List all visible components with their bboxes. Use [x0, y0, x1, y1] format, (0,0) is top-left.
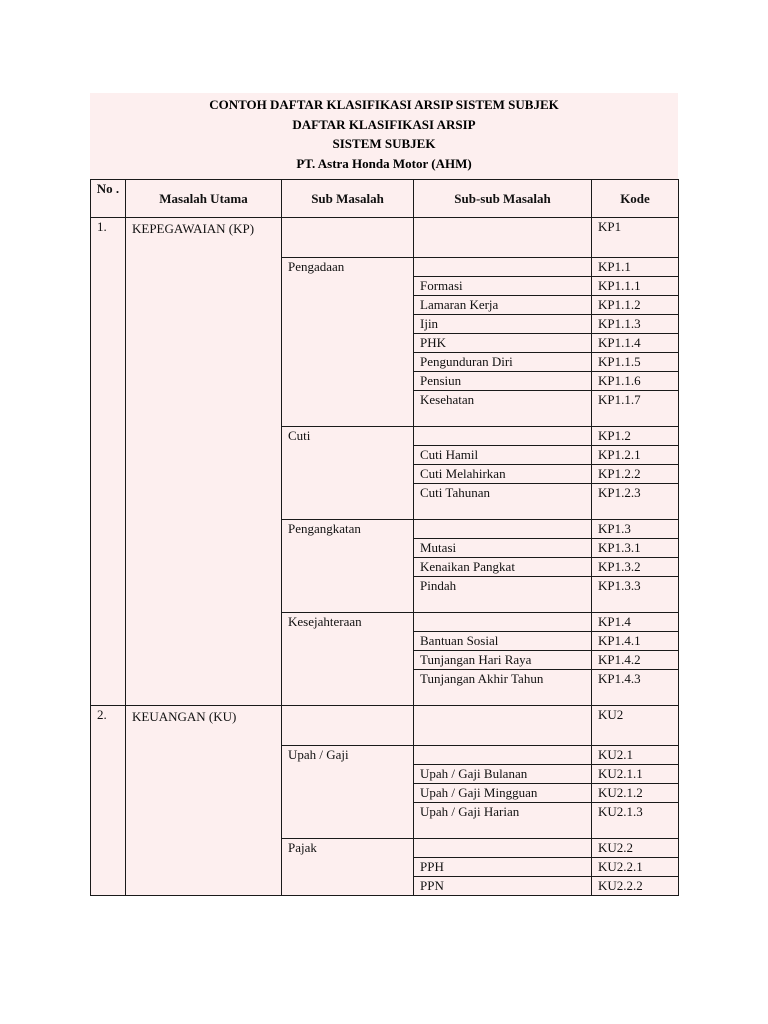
sub-sub-masalah-cell: Pindah: [414, 577, 592, 613]
sub-sub-masalah-cell: Pengunduran Diri: [414, 353, 592, 372]
sub-masalah-cell: Upah / Gaji: [282, 746, 414, 839]
masalah-utama-cell: KEPEGAWAIAN (KP): [126, 218, 282, 706]
kode-cell: KU2: [592, 706, 679, 746]
kode-cell: KP1.1.2: [592, 296, 679, 315]
sub-sub-masalah-cell: [414, 746, 592, 765]
table-row: [91, 706, 679, 746]
sub-masalah-cell: Cuti: [282, 427, 414, 520]
sub-sub-masalah-cell: Cuti Hamil: [414, 446, 592, 465]
kode-cell: KU2.2.2: [592, 877, 679, 896]
table-body: [91, 218, 679, 896]
sub-sub-masalah-cell: Cuti Tahunan: [414, 484, 592, 520]
kode-cell: KU2.2.1: [592, 858, 679, 877]
title-line-4: PT. Astra Honda Motor (AHM): [296, 155, 472, 171]
table-row: [91, 218, 679, 258]
sub-sub-masalah-cell: PPN: [414, 877, 592, 896]
masalah-utama-cell: KEUANGAN (KU): [126, 706, 282, 896]
kode-cell: KU2.1.1: [592, 765, 679, 784]
kode-cell: KP1.4.1: [592, 632, 679, 651]
kode-cell: KP1.1.6: [592, 372, 679, 391]
kode-cell: KP1.1.5: [592, 353, 679, 372]
kode-cell: KP1.2.3: [592, 484, 679, 520]
kode-cell: KP1.4: [592, 613, 679, 632]
sub-masalah-cell: Pengadaan: [282, 258, 414, 427]
title-line-3: SISTEM SUBJEK: [332, 136, 436, 151]
sub-sub-masalah-cell: Upah / Gaji Bulanan: [414, 765, 592, 784]
kode-cell: KP1.3.3: [592, 577, 679, 613]
document-header: [90, 93, 678, 179]
row-number: 2.: [91, 706, 126, 896]
document-page: [90, 93, 678, 896]
sub-sub-masalah-cell: PPH: [414, 858, 592, 877]
kode-cell: KP1.3.1: [592, 539, 679, 558]
kode-cell: KP1.1.1: [592, 277, 679, 296]
kode-cell: KP1.3.2: [592, 558, 679, 577]
sub-sub-masalah-cell: Tunjangan Akhir Tahun: [414, 670, 592, 706]
col-header-masalah-utama: Masalah Utama: [126, 180, 282, 218]
sub-sub-masalah-cell: Formasi: [414, 277, 592, 296]
sub-sub-masalah-cell: Mutasi: [414, 539, 592, 558]
sub-masalah-cell: [282, 706, 414, 746]
sub-sub-masalah-cell: Lamaran Kerja: [414, 296, 592, 315]
kode-cell: KP1.3: [592, 520, 679, 539]
sub-sub-masalah-cell: Kenaikan Pangkat: [414, 558, 592, 577]
title-line-2: DAFTAR KLASIFIKASI ARSIP: [292, 116, 476, 132]
sub-sub-masalah-cell: Cuti Melahirkan: [414, 465, 592, 484]
sub-masalah-cell: [282, 218, 414, 258]
sub-sub-masalah-cell: [414, 218, 592, 258]
kode-cell: KP1.1.4: [592, 334, 679, 353]
sub-sub-masalah-cell: [414, 520, 592, 539]
kode-cell: KU2.2: [592, 839, 679, 858]
kode-cell: KU2.1.3: [592, 803, 679, 839]
sub-sub-masalah-cell: [414, 258, 592, 277]
sub-sub-masalah-cell: [414, 706, 592, 746]
sub-sub-masalah-cell: Upah / Gaji Harian: [414, 803, 592, 839]
row-number: 1.: [91, 218, 126, 706]
title-line-1: CONTOH DAFTAR KLASIFIKASI ARSIP SISTEM SUBJEK: [209, 97, 559, 112]
kode-cell: KP1.2: [592, 427, 679, 446]
sub-sub-masalah-cell: Bantuan Sosial: [414, 632, 592, 651]
kode-cell: KP1.2.1: [592, 446, 679, 465]
sub-sub-masalah-cell: Kesehatan: [414, 391, 592, 427]
kode-cell: KP1: [592, 218, 679, 258]
kode-cell: KU2.1.2: [592, 784, 679, 803]
col-header-sub-masalah: Sub Masalah: [282, 180, 414, 218]
sub-sub-masalah-cell: [414, 427, 592, 446]
sub-sub-masalah-cell: Tunjangan Hari Raya: [414, 651, 592, 670]
kode-cell: KP1.1.3: [592, 315, 679, 334]
sub-masalah-cell: Pengangkatan: [282, 520, 414, 613]
col-header-sub-sub-masalah: Sub-sub Masalah: [414, 180, 592, 218]
table-header-row: [91, 180, 679, 218]
col-header-no: No .: [91, 180, 126, 218]
classification-table: [90, 179, 679, 896]
sub-masalah-cell: Pajak: [282, 839, 414, 896]
sub-sub-masalah-cell: PHK: [414, 334, 592, 353]
kode-cell: KP1.1: [592, 258, 679, 277]
kode-cell: KP1.4.2: [592, 651, 679, 670]
col-header-kode: Kode: [592, 180, 679, 218]
sub-sub-masalah-cell: Upah / Gaji Mingguan: [414, 784, 592, 803]
sub-sub-masalah-cell: Pensiun: [414, 372, 592, 391]
kode-cell: KP1.4.3: [592, 670, 679, 706]
sub-sub-masalah-cell: Ijin: [414, 315, 592, 334]
kode-cell: KP1.1.7: [592, 391, 679, 427]
sub-masalah-cell: Kesejahteraan: [282, 613, 414, 706]
kode-cell: KU2.1: [592, 746, 679, 765]
sub-sub-masalah-cell: [414, 839, 592, 858]
sub-sub-masalah-cell: [414, 613, 592, 632]
kode-cell: KP1.2.2: [592, 465, 679, 484]
